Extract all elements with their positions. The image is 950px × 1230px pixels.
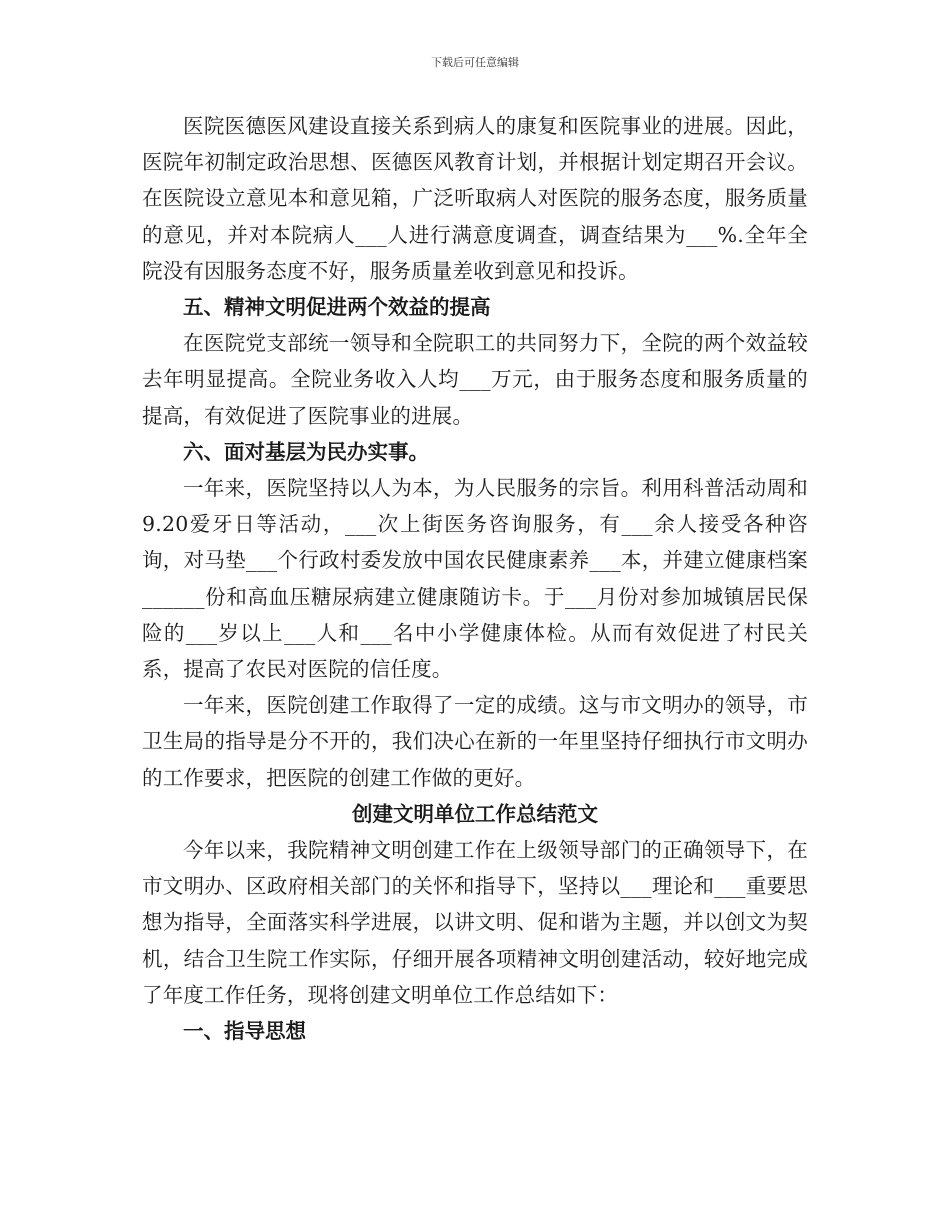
paragraph-medical-ethics: 医院医德医风建设直接关系到病人的康复和医院事业的进展。因此，医院年初制定政治思想、医德医风教育计划，并根据计划定期召开会议。在医院设立意见本和意见箱，广泛听取病人对医院的服务态度，服务质量的意见，并对本院病人___人进行满意度调查，调查结果为___%.全年全院没有因服务态度不好，服务质量差收到意见和投诉。 xyxy=(142,114,808,283)
document-body xyxy=(142,108,808,1049)
section-heading-six: 六、面对基层为民办实事。 xyxy=(183,439,429,464)
document-title: 创建文明单位工作总结范文 xyxy=(352,801,598,826)
paragraph-community-service: 一年来，医院坚持以人为本，为人民服务的宗旨。利用科普活动周和9.20爱牙日等活动，___次上街医务咨询服务，有___余人接受各种咨询，对马垫___个行政村委发放中国农民健康素养___本，并建立健康档案______份和高血压糖尿病建立健康随访卡。于___月份对参加城镇居民保险的___岁以上___人和___名中小学健康体检。从而有效促进了村民关系，提高了农民对医院的信任度。 xyxy=(142,476,808,682)
paragraph-conclusion: 一年来，医院创建工作取得了一定的成绩。这与市文明办的领导，市卫生局的指导是分不开的，我们决心在新的一年里坚持仔细执行市文明办的工作要求，把医院的创建工作做的更好。 xyxy=(142,693,808,790)
page-header: 下载后可任意编辑 xyxy=(431,56,519,69)
section-heading-one: 一、指导思想 xyxy=(183,1019,306,1044)
paragraph-benefits: 在医院党支部统一领导和全院职工的共同努力下，全院的两个效益较去年明显提高。全院业务收入人均___万元，由于服务态度和服务质量的提高，有效促进了医院事业的进展。 xyxy=(142,331,808,428)
paragraph-introduction: 今年以来，我院精神文明创建工作在上级领导部门的正确领导下，在市文明办、区政府相关部门的关怀和指导下，坚持以___理论和___重要思想为指导，全面落实科学进展，以讲文明、促和谐为主题，并以创文为契机，结合卫生院工作实际，仔细开展各项精神文明创建活动，较好地完成了年度工作任务，现将创建文明单位工作总结如下： xyxy=(142,838,808,1007)
section-heading-five: 五、精神文明促进两个效益的提高 xyxy=(183,295,491,320)
